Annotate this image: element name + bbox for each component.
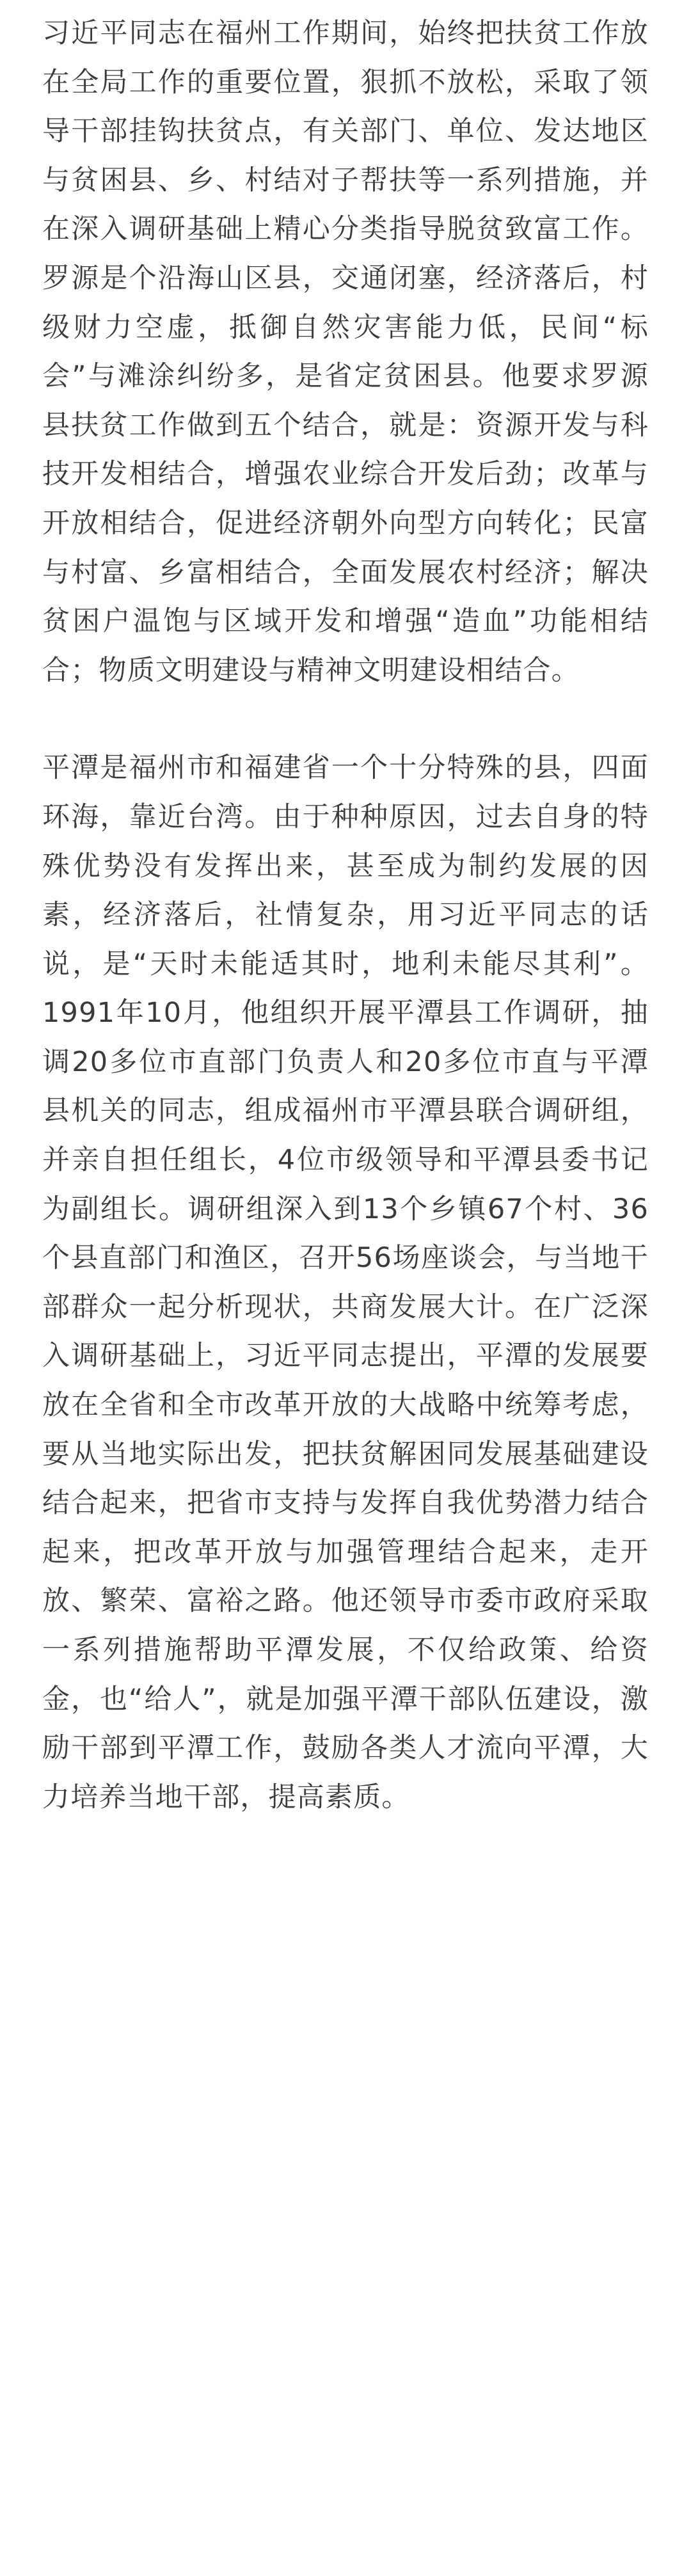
paragraph-luoyuan-poverty-alleviation: 习近平同志在福州工作期间，始终把扶贫工作放在全局工作的重要位置，狠抓不放松，采取了领导干部挂钩扶贫点，有关部门、单位、发达地区与贫困县、乡、村结对子帮扶等一系列措施，并在深入调研基础上精心分类指导脱贫致富工作。罗源是个沿海山区县，交通闭塞，经济落后，村级财力空虚，抵御自然灾害能力低，民间“标会”与滩涂纠纷多，是省定贫困县。他要求罗源县扶贫工作做到五个结合，就是：资源开发与科技开发相结合，增强农业综合开发后劲；改革与开放相结合，促进经济朝外向型方向转化；民富与村富、乡富相结合，全面发展农村经济；解决贫困户温饱与区域开发和增强“造血”功能相结合；物质文明建设与精神文明建设相结合。 (42, 17, 649, 687)
article-body (42, 9, 649, 1822)
paragraph-pingtan-research: 平潭是福州市和福建省一个十分特殊的县，四面环海，靠近台湾。由于种种原因，过去自身的特殊优势没有发挥出来，甚至成为制约发展的因素，经济落后，社情复杂，用习近平同志的话说，是“天时未能适其时，地利未能尽其利”。1991年10月，他组织开展平潭县工作调研，抽调20多位市直部门负责人和20多位市直与平潭县机关的同志，组成福州市平潭县联合调研组，并亲自担任组长，4位市级领导和平潭县委书记为副组长。调研组深入到13个乡镇67个村、36个县直部门和渔区，召开56场座谈会，与当地干部群众一起分析现状，共商发展大计。在广泛深入调研基础上，习近平同志提出，平潭的发展要放在全省和全市改革开放的大战略中统筹考虑，要从当地实际出发，把扶贫解困同发展基础建设结合起来，把省市支持与发挥自我优势潜力结合起来，把改革开放与加强管理结合起来，走开放、繁荣、富裕之路。他还领导市委市政府采取一系列措施帮助平潭发展，不仅给政策、给资金，也“给人”，就是加强平潭干部队伍建设，激励干部到平潭工作，鼓励各类人才流向平潭，大力培养当地干部，提高素质。 (42, 752, 649, 1813)
